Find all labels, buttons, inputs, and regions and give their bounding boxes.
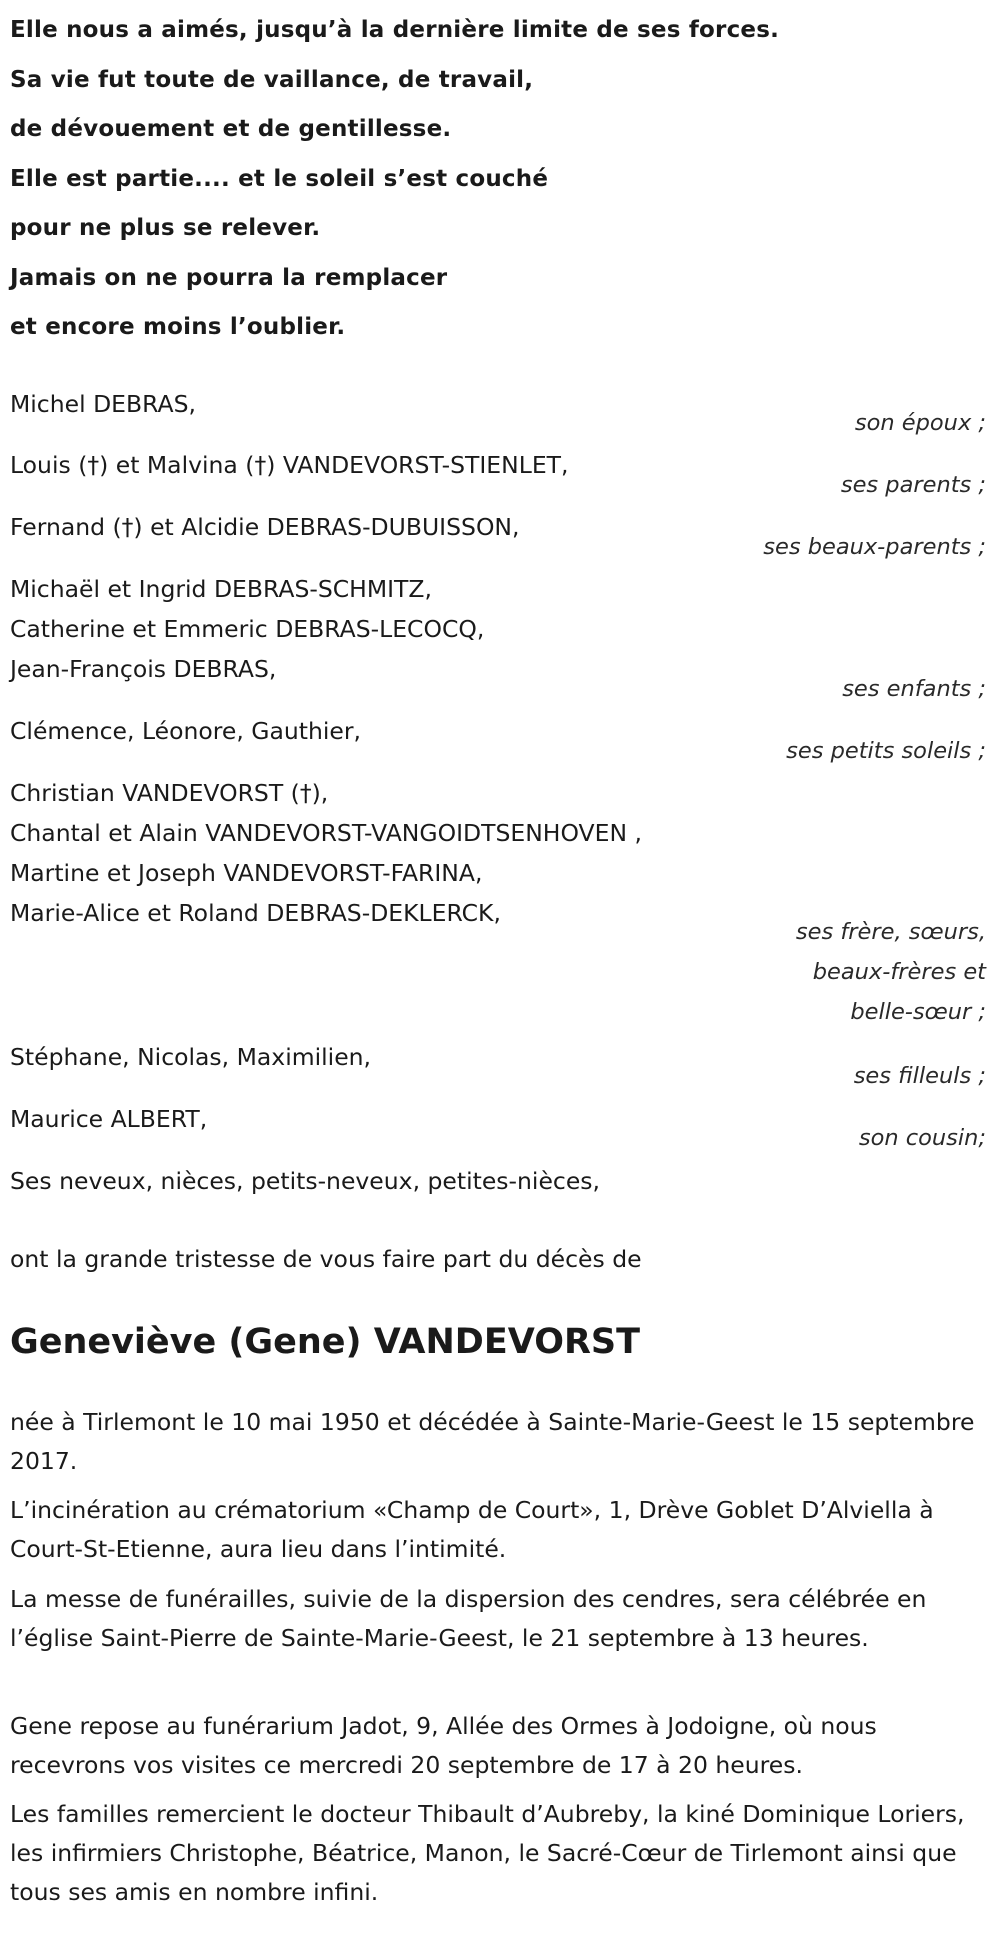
family-name-cousin: Maurice ALBERT, <box>10 1105 208 1133</box>
relation-label: son époux ; <box>854 410 986 436</box>
family-name-child: Michaël et Ingrid DEBRAS-SCHMITZ, <box>10 575 432 603</box>
poem-line: Jamais on ne pourra la remplacer <box>10 264 448 291</box>
relation-label: ses enfants ; <box>842 676 986 702</box>
relation-label: ses petits soleils ; <box>786 738 986 764</box>
family-name-nephews-nieces: Ses neveux, nièces, petits-neveux, petites-nièces, <box>10 1167 600 1195</box>
family-name-sibling: Martine et Joseph VANDEVORST-FARINA, <box>10 859 483 887</box>
relation-label: ses beaux-parents ; <box>763 534 986 560</box>
family-name-spouse: Michel DEBRAS, <box>10 390 196 418</box>
decedent-name: Geneviève (Gene) VANDEVORST <box>10 1322 641 1362</box>
announcement-text: ont la grande tristesse de vous faire part du décès de <box>10 1245 642 1273</box>
relation-label: son cousin; <box>858 1125 986 1151</box>
family-name-parents: Louis (†) et Malvina (†) VANDEVORST-STIENLET, <box>10 451 569 479</box>
relation-label: belle-sœur ; <box>850 999 986 1025</box>
poem-line: Elle nous a aimés, jusqu’à la dernière limite de ses forces. <box>10 17 780 43</box>
family-name-child: Jean-François DEBRAS, <box>10 655 277 683</box>
visitation-paragraph: Gene repose au funérarium Jadot, 9, Allée des Ormes à Jodoigne, où nous recevrons vos visites ce mercredi 20 septembre de 17 à 20 heures. <box>10 1712 877 1779</box>
relation-label: ses frère, sœurs, <box>795 919 986 945</box>
poem-line: Sa vie fut toute de vaillance, de travail, <box>10 66 534 93</box>
relation-label: beaux-frères et <box>812 959 986 985</box>
family-name-sibling: Chantal et Alain VANDEVORST-VANGOIDTSENHOVEN , <box>10 819 642 847</box>
family-name-grandchildren: Clémence, Léonore, Gauthier, <box>10 717 362 745</box>
thanks-paragraph: Les familles remercient le docteur Thibault d’Aubreby, la kiné Dominique Loriers, les infirmiers Christophe, Béatrice, Manon, le Sacré-Cœur de Tirlemont ainsi que tous ses amis en nombre infini. <box>10 1800 965 1906</box>
cremation-paragraph: L’incinération au crématorium «Champ de Court», 1, Drève Goblet D’Alviella à Court-St-Etienne, aura lieu dans l’intimité. <box>10 1496 934 1563</box>
poem-line: pour ne plus se relever. <box>10 215 321 241</box>
family-name-sibling: Christian VANDEVORST (†), <box>10 779 329 807</box>
family-name-child: Catherine et Emmeric DEBRAS-LECOCQ, <box>10 615 485 643</box>
family-name-godchildren: Stéphane, Nicolas, Maximilien, <box>10 1043 372 1071</box>
tribute-poem <box>10 6 779 353</box>
relation-label: ses parents ; <box>840 472 986 498</box>
birth-death-paragraph: née à Tirlemont le 10 mai 1950 et décédée à Sainte-Marie-Geest le 15 septembre 2017. <box>10 1408 975 1475</box>
family-name-sibling: Marie-Alice et Roland DEBRAS-DEKLERCK, <box>10 899 501 927</box>
poem-line: et encore moins l’oublier. <box>10 314 346 340</box>
funeral-mass-paragraph: La messe de funérailles, suivie de la dispersion des cendres, sera célébrée en l’église Saint-Pierre de Sainte-Marie-Geest, le 21 septembre à 13 heures. <box>10 1585 927 1652</box>
poem-line: de dévouement et de gentillesse. <box>10 116 452 142</box>
poem-line: Elle est partie.... et le soleil s’est couché <box>10 165 549 192</box>
family-name-parents-in-law: Fernand (†) et Alcidie DEBRAS-DUBUISSON, <box>10 513 520 541</box>
relation-label: ses filleuls ; <box>853 1063 986 1089</box>
